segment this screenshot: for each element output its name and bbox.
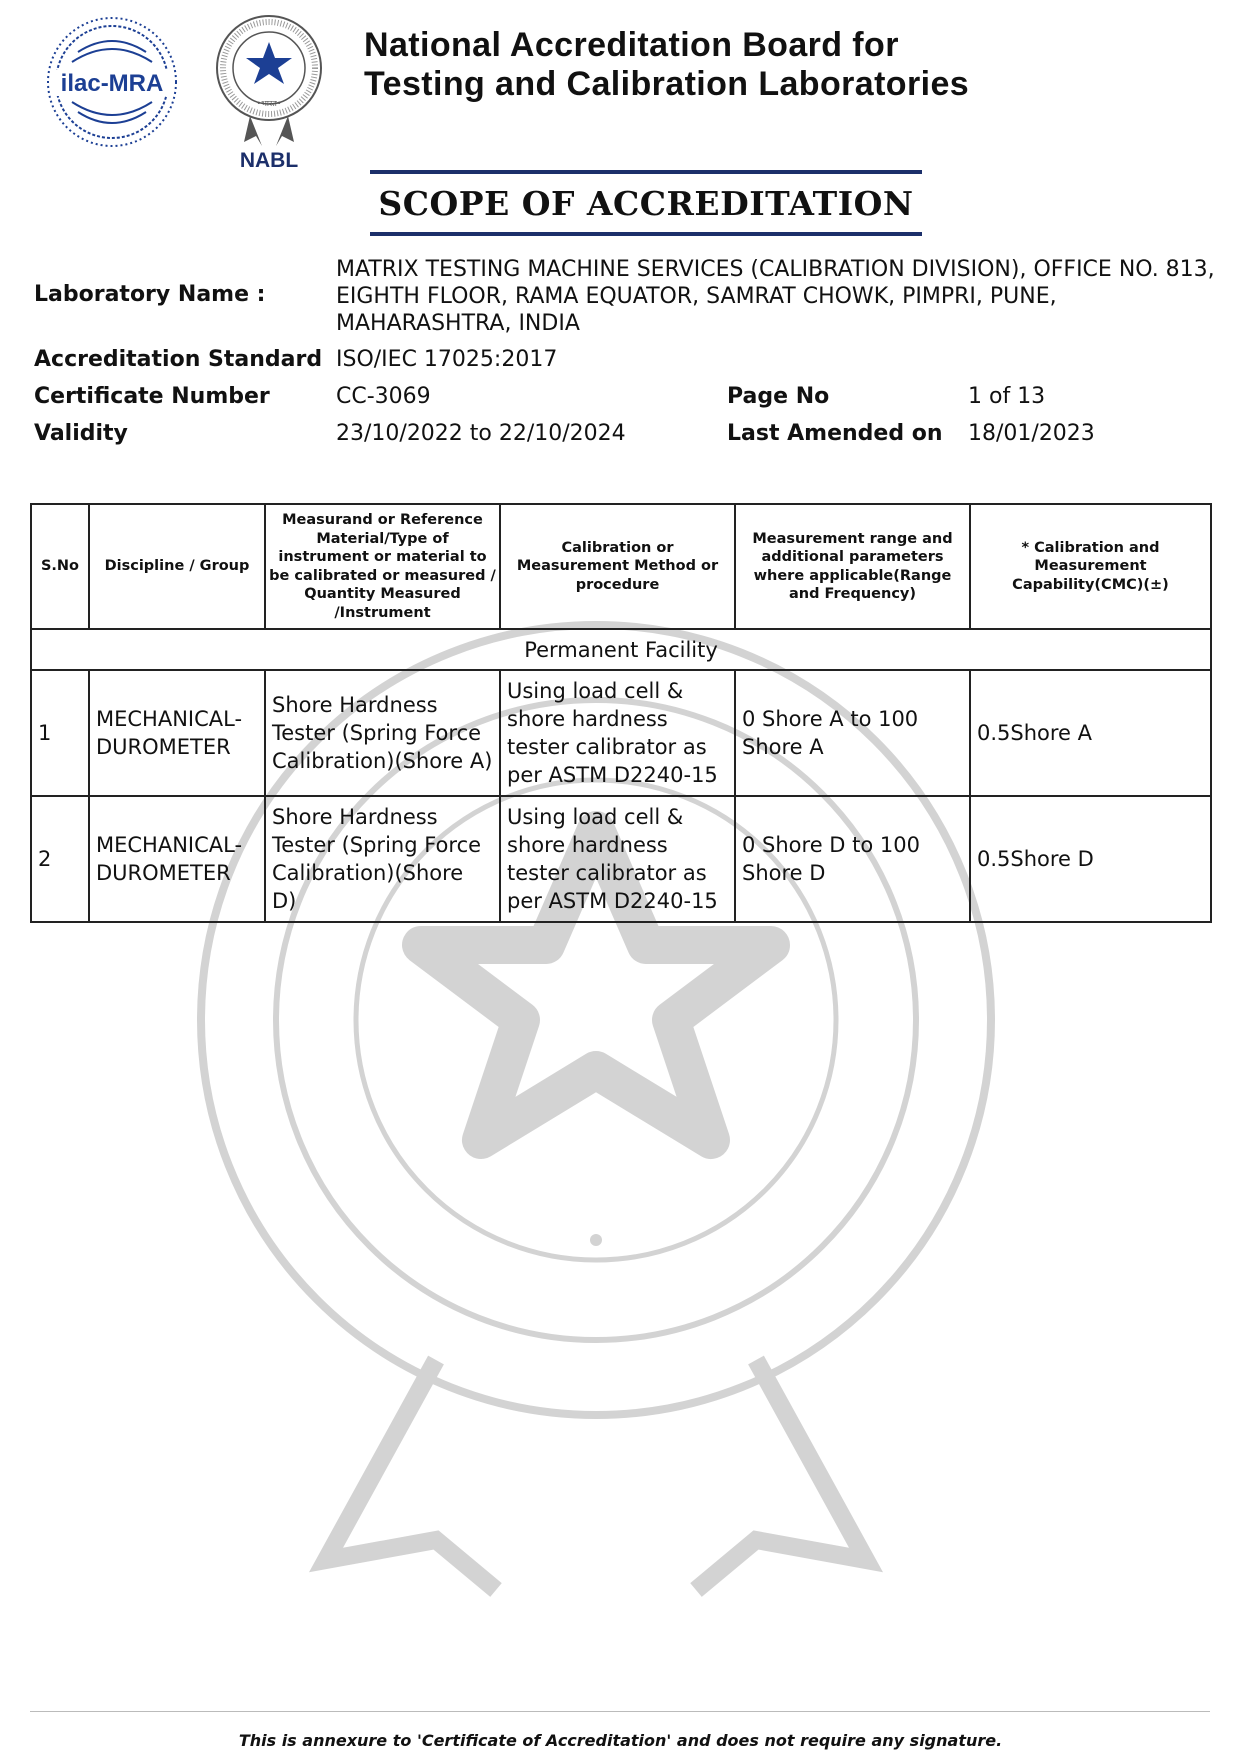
cell-range: 0 Shore D to 100 Shore D: [735, 796, 970, 922]
section-row: [31, 629, 1211, 670]
header-method: Calibration or Measurement Method or procedure: [500, 504, 735, 629]
scope-title-box: [370, 170, 922, 236]
footer-note: This is annexure to 'Certificate of Accreditation' and does not require any signature.: [238, 1731, 1003, 1750]
nabl-logo: [210, 12, 328, 172]
validity-label: Validity: [34, 421, 128, 446]
header-discipline: Discipline / Group: [89, 504, 265, 629]
cell-sno: 2: [31, 796, 89, 922]
ilac-mra-logo: [44, 14, 180, 150]
certificate-value: CC-3069: [336, 384, 431, 409]
cell-cmc: 0.5Shore A: [970, 670, 1211, 796]
header-sno: S.No: [31, 504, 89, 629]
validity-value: 23/10/2022 to 22/10/2024: [336, 421, 626, 446]
last-amended-value: 18/01/2023: [968, 421, 1095, 446]
standard-label: Accreditation Standard: [34, 347, 323, 372]
cell-cmc: 0.5Shore D: [970, 796, 1211, 922]
page-no-value: 1 of 13: [968, 384, 1046, 409]
lab-name-label: Laboratory Name :: [34, 282, 266, 307]
scope-table: [30, 503, 1212, 923]
table-header-row: [31, 504, 1211, 629]
svg-text:•भारत•: •भारत•: [256, 99, 282, 108]
svg-text:ilac-MRA: ilac-MRA: [60, 70, 164, 97]
page-no-label: Page No: [727, 384, 830, 409]
cell-discipline: MECHANICAL- DUROMETER: [89, 796, 265, 922]
table-row: [31, 670, 1211, 796]
header-cmc: * Calibration and Measurement Capability(CMC)(±): [970, 504, 1211, 629]
org-title-line1: National Accreditation Board for: [364, 26, 899, 64]
header-range: Measurement range and additional parameters where applicable(Range and Frequency): [735, 504, 970, 629]
document-title: SCOPE OF ACCREDITATION: [378, 183, 914, 223]
cell-method: Using load cell & shore hardness tester calibrator as per ASTM D2240-15: [500, 670, 735, 796]
svg-text:NABL: NABL: [239, 149, 299, 172]
footer-divider: [30, 1711, 1210, 1712]
certificate-label: Certificate Number: [34, 384, 270, 409]
cell-measurand: Shore Hardness Tester (Spring Force Calibration)(Shore A): [265, 670, 500, 796]
last-amended-label: Last Amended on: [727, 421, 943, 446]
org-title: [364, 26, 1124, 104]
standard-value: ISO/IEC 17025:2017: [336, 347, 558, 372]
table-row: [31, 796, 1211, 922]
section-permanent-facility: Permanent Facility: [31, 629, 1211, 670]
header-measurand: Measurand or Reference Material/Type of instrument or material to be calibrated or measured / Quantity Measured /Instrument: [265, 504, 500, 629]
cell-method: Using load cell & shore hardness tester calibrator as per ASTM D2240-15: [500, 796, 735, 922]
lab-name-value: MATRIX TESTING MACHINE SERVICES (CALIBRATION DIVISION), OFFICE NO. 813, EIGHTH FLOOR, RAMA EQUATOR, SAMRAT CHOWK, PIMPRI, PUNE, MAHARASHTRA, INDIA: [336, 257, 1215, 336]
cell-measurand: Shore Hardness Tester (Spring Force Calibration)(Shore D): [265, 796, 500, 922]
org-title-line2: Testing and Calibration Laboratories: [364, 65, 970, 103]
cell-sno: 1: [31, 670, 89, 796]
cell-discipline: MECHANICAL- DUROMETER: [89, 670, 265, 796]
cell-range: 0 Shore A to 100 Shore A: [735, 670, 970, 796]
